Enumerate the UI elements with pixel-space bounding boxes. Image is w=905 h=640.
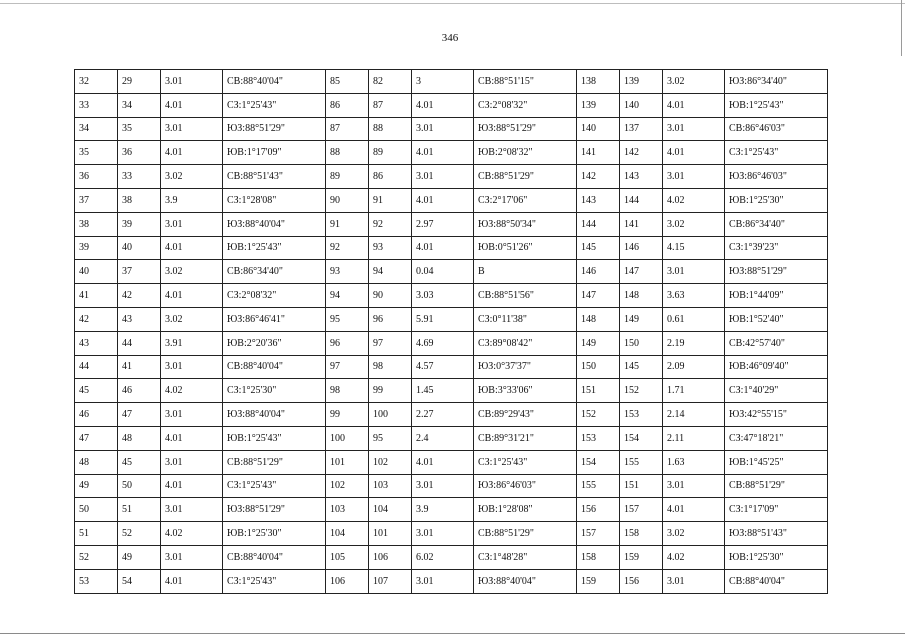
to-point-cell: 35 xyxy=(118,117,161,141)
from-point-cell: 90 xyxy=(326,188,369,212)
direction-cell: ЮВ:1°25'30" xyxy=(223,522,326,546)
table-row xyxy=(75,379,828,403)
length-cell: 2.27 xyxy=(412,403,474,427)
direction-cell: СЗ:1°48'28" xyxy=(474,545,577,569)
table-row xyxy=(75,188,828,212)
to-point-cell: 46 xyxy=(118,379,161,403)
from-point-cell: 149 xyxy=(577,331,620,355)
from-point-cell: 104 xyxy=(326,522,369,546)
from-point-cell: 34 xyxy=(75,117,118,141)
direction-cell: ЮВ:1°25'43" xyxy=(725,93,828,117)
length-cell: 3.01 xyxy=(412,474,474,498)
to-point-cell: 101 xyxy=(369,522,412,546)
direction-cell: СВ:88°51'29" xyxy=(725,474,828,498)
to-point-cell: 154 xyxy=(620,426,663,450)
direction-cell: СЗ:2°08'32" xyxy=(223,284,326,308)
length-cell: 2.4 xyxy=(412,426,474,450)
direction-cell: СВ:86°34'40" xyxy=(725,212,828,236)
from-point-cell: 92 xyxy=(326,236,369,260)
from-point-cell: 94 xyxy=(326,284,369,308)
length-cell: 2.14 xyxy=(663,403,725,427)
to-point-cell: 95 xyxy=(369,426,412,450)
length-cell: 4.01 xyxy=(663,498,725,522)
to-point-cell: 87 xyxy=(369,93,412,117)
to-point-cell: 153 xyxy=(620,403,663,427)
length-cell: 3.01 xyxy=(161,70,223,94)
direction-cell: СВ:88°51'29" xyxy=(474,165,577,189)
to-point-cell: 36 xyxy=(118,141,161,165)
direction-cell: ЮЗ:42°55'15" xyxy=(725,403,828,427)
direction-cell: ЮЗ:88°40'04" xyxy=(223,212,326,236)
from-point-cell: 103 xyxy=(326,498,369,522)
table-row xyxy=(75,212,828,236)
length-cell: 4.01 xyxy=(161,569,223,593)
length-cell: 3.01 xyxy=(412,165,474,189)
length-cell: 1.45 xyxy=(412,379,474,403)
direction-cell: ЮВ:2°08'32" xyxy=(474,141,577,165)
to-point-cell: 97 xyxy=(369,331,412,355)
length-cell: 3.02 xyxy=(161,307,223,331)
direction-cell: СЗ:1°25'43" xyxy=(223,569,326,593)
to-point-cell: 104 xyxy=(369,498,412,522)
from-point-cell: 85 xyxy=(326,70,369,94)
to-point-cell: 96 xyxy=(369,307,412,331)
direction-cell: СЗ:1°25'43" xyxy=(474,450,577,474)
from-point-cell: 39 xyxy=(75,236,118,260)
direction-cell: СВ:86°46'03" xyxy=(725,117,828,141)
to-point-cell: 40 xyxy=(118,236,161,260)
length-cell: 1.71 xyxy=(663,379,725,403)
direction-cell: ЮЗ:88°50'34" xyxy=(474,212,577,236)
direction-cell: СВ:42°57'40" xyxy=(725,331,828,355)
length-cell: 0.04 xyxy=(412,260,474,284)
length-cell: 4.02 xyxy=(663,545,725,569)
direction-cell: СВ:88°51'15" xyxy=(474,70,577,94)
to-point-cell: 33 xyxy=(118,165,161,189)
direction-cell: СВ:89°31'21" xyxy=(474,426,577,450)
length-cell: 3.91 xyxy=(161,331,223,355)
direction-cell: СЗ:89°08'42" xyxy=(474,331,577,355)
to-point-cell: 34 xyxy=(118,93,161,117)
length-cell: 6.02 xyxy=(412,545,474,569)
length-cell: 2.09 xyxy=(663,355,725,379)
direction-cell: СЗ:1°25'43" xyxy=(725,141,828,165)
to-point-cell: 91 xyxy=(369,188,412,212)
direction-cell: ЮВ:1°45'25" xyxy=(725,450,828,474)
direction-cell: СЗ:2°17'06" xyxy=(474,188,577,212)
direction-cell: СЗ:47°18'21" xyxy=(725,426,828,450)
table-row xyxy=(75,355,828,379)
coordinates-table-body xyxy=(75,70,828,594)
table-row xyxy=(75,403,828,427)
table-row xyxy=(75,284,828,308)
to-point-cell: 102 xyxy=(369,450,412,474)
direction-cell: СВ:88°40'04" xyxy=(725,569,828,593)
to-point-cell: 158 xyxy=(620,522,663,546)
from-point-cell: 32 xyxy=(75,70,118,94)
from-point-cell: 144 xyxy=(577,212,620,236)
length-cell: 3.63 xyxy=(663,284,725,308)
length-cell: 5.91 xyxy=(412,307,474,331)
length-cell: 3.01 xyxy=(663,569,725,593)
length-cell: 2.19 xyxy=(663,331,725,355)
to-point-cell: 82 xyxy=(369,70,412,94)
to-point-cell: 90 xyxy=(369,284,412,308)
to-point-cell: 148 xyxy=(620,284,663,308)
length-cell: 3.01 xyxy=(412,117,474,141)
length-cell: 4.69 xyxy=(412,331,474,355)
direction-cell: ЮЗ:88°51'29" xyxy=(223,498,326,522)
length-cell: 4.57 xyxy=(412,355,474,379)
direction-cell: ЮВ:1°28'08" xyxy=(474,498,577,522)
length-cell: 3.01 xyxy=(161,498,223,522)
length-cell: 3.01 xyxy=(161,355,223,379)
to-point-cell: 157 xyxy=(620,498,663,522)
length-cell: 3.01 xyxy=(663,474,725,498)
from-point-cell: 143 xyxy=(577,188,620,212)
from-point-cell: 87 xyxy=(326,117,369,141)
from-point-cell: 154 xyxy=(577,450,620,474)
to-point-cell: 45 xyxy=(118,450,161,474)
table-row xyxy=(75,569,828,593)
to-point-cell: 51 xyxy=(118,498,161,522)
to-point-cell: 99 xyxy=(369,379,412,403)
direction-cell: СЗ:2°08'32" xyxy=(474,93,577,117)
length-cell: 3.01 xyxy=(663,117,725,141)
from-point-cell: 105 xyxy=(326,545,369,569)
direction-cell: ЮВ:3°33'06" xyxy=(474,379,577,403)
direction-cell: СВ:86°34'40" xyxy=(223,260,326,284)
from-point-cell: 53 xyxy=(75,569,118,593)
to-point-cell: 48 xyxy=(118,426,161,450)
length-cell: 3.01 xyxy=(412,522,474,546)
table-row xyxy=(75,474,828,498)
direction-cell: ЮВ:1°17'09" xyxy=(223,141,326,165)
length-cell: 3.02 xyxy=(663,522,725,546)
direction-cell: СВ:88°51'29" xyxy=(223,450,326,474)
length-cell: 2.11 xyxy=(663,426,725,450)
from-point-cell: 138 xyxy=(577,70,620,94)
to-point-cell: 139 xyxy=(620,70,663,94)
length-cell: 4.01 xyxy=(412,236,474,260)
from-point-cell: 106 xyxy=(326,569,369,593)
direction-cell: СВ:88°51'43" xyxy=(223,165,326,189)
to-point-cell: 47 xyxy=(118,403,161,427)
direction-cell: ЮЗ:88°51'29" xyxy=(223,117,326,141)
to-point-cell: 142 xyxy=(620,141,663,165)
from-point-cell: 91 xyxy=(326,212,369,236)
direction-cell: СЗ:1°39'23" xyxy=(725,236,828,260)
direction-cell: ЮВ:46°09'40" xyxy=(725,355,828,379)
to-point-cell: 149 xyxy=(620,307,663,331)
direction-cell: ЮВ:1°44'09" xyxy=(725,284,828,308)
length-cell: 4.01 xyxy=(412,450,474,474)
to-point-cell: 140 xyxy=(620,93,663,117)
from-point-cell: 52 xyxy=(75,545,118,569)
direction-cell: ЮВ:1°25'30" xyxy=(725,188,828,212)
direction-cell: СВ:88°40'04" xyxy=(223,545,326,569)
from-point-cell: 49 xyxy=(75,474,118,498)
length-cell: 3.9 xyxy=(161,188,223,212)
to-point-cell: 98 xyxy=(369,355,412,379)
direction-cell: СЗ:1°25'43" xyxy=(223,474,326,498)
from-point-cell: 153 xyxy=(577,426,620,450)
from-point-cell: 140 xyxy=(577,117,620,141)
direction-cell: СВ:88°51'29" xyxy=(474,522,577,546)
to-point-cell: 103 xyxy=(369,474,412,498)
table-row xyxy=(75,70,828,94)
from-point-cell: 152 xyxy=(577,403,620,427)
to-point-cell: 143 xyxy=(620,165,663,189)
table-row xyxy=(75,545,828,569)
from-point-cell: 157 xyxy=(577,522,620,546)
to-point-cell: 37 xyxy=(118,260,161,284)
from-point-cell: 48 xyxy=(75,450,118,474)
to-point-cell: 152 xyxy=(620,379,663,403)
direction-cell: СЗ:1°40'29" xyxy=(725,379,828,403)
to-point-cell: 89 xyxy=(369,141,412,165)
direction-cell: СВ:89°29'43" xyxy=(474,403,577,427)
to-point-cell: 147 xyxy=(620,260,663,284)
from-point-cell: 155 xyxy=(577,474,620,498)
to-point-cell: 41 xyxy=(118,355,161,379)
coordinates-table xyxy=(74,69,828,594)
direction-cell: ЮЗ:86°46'03" xyxy=(725,165,828,189)
to-point-cell: 156 xyxy=(620,569,663,593)
from-point-cell: 139 xyxy=(577,93,620,117)
to-point-cell: 137 xyxy=(620,117,663,141)
from-point-cell: 93 xyxy=(326,260,369,284)
to-point-cell: 106 xyxy=(369,545,412,569)
to-point-cell: 93 xyxy=(369,236,412,260)
table-row xyxy=(75,236,828,260)
from-point-cell: 36 xyxy=(75,165,118,189)
to-point-cell: 54 xyxy=(118,569,161,593)
length-cell: 3.02 xyxy=(663,70,725,94)
from-point-cell: 148 xyxy=(577,307,620,331)
from-point-cell: 45 xyxy=(75,379,118,403)
table-row xyxy=(75,165,828,189)
to-point-cell: 150 xyxy=(620,331,663,355)
length-cell: 3.03 xyxy=(412,284,474,308)
to-point-cell: 44 xyxy=(118,331,161,355)
to-point-cell: 49 xyxy=(118,545,161,569)
from-point-cell: 141 xyxy=(577,141,620,165)
length-cell: 4.01 xyxy=(161,141,223,165)
length-cell: 4.01 xyxy=(412,93,474,117)
length-cell: 3.02 xyxy=(161,260,223,284)
from-point-cell: 98 xyxy=(326,379,369,403)
length-cell: 3.01 xyxy=(412,569,474,593)
length-cell: 3.02 xyxy=(663,212,725,236)
from-point-cell: 100 xyxy=(326,426,369,450)
scan-edge-bottom xyxy=(0,633,905,634)
length-cell: 4.01 xyxy=(412,188,474,212)
from-point-cell: 47 xyxy=(75,426,118,450)
direction-cell: ЮЗ:86°34'40" xyxy=(725,70,828,94)
from-point-cell: 33 xyxy=(75,93,118,117)
length-cell: 4.01 xyxy=(412,141,474,165)
to-point-cell: 107 xyxy=(369,569,412,593)
length-cell: 3.01 xyxy=(161,403,223,427)
length-cell: 4.02 xyxy=(161,522,223,546)
to-point-cell: 42 xyxy=(118,284,161,308)
table-row xyxy=(75,498,828,522)
to-point-cell: 145 xyxy=(620,355,663,379)
length-cell: 4.15 xyxy=(663,236,725,260)
to-point-cell: 159 xyxy=(620,545,663,569)
direction-cell: СЗ:1°17'09" xyxy=(725,498,828,522)
length-cell: 2.97 xyxy=(412,212,474,236)
scan-edge-top xyxy=(0,3,905,4)
length-cell: 4.01 xyxy=(663,141,725,165)
from-point-cell: 86 xyxy=(326,93,369,117)
length-cell: 1.63 xyxy=(663,450,725,474)
to-point-cell: 144 xyxy=(620,188,663,212)
direction-cell: ЮЗ:86°46'03" xyxy=(474,474,577,498)
from-point-cell: 43 xyxy=(75,331,118,355)
to-point-cell: 155 xyxy=(620,450,663,474)
from-point-cell: 89 xyxy=(326,165,369,189)
direction-cell: СВ:88°40'04" xyxy=(223,70,326,94)
to-point-cell: 29 xyxy=(118,70,161,94)
to-point-cell: 86 xyxy=(369,165,412,189)
to-point-cell: 151 xyxy=(620,474,663,498)
length-cell: 3.01 xyxy=(161,117,223,141)
to-point-cell: 92 xyxy=(369,212,412,236)
table-row xyxy=(75,522,828,546)
from-point-cell: 151 xyxy=(577,379,620,403)
table-row xyxy=(75,141,828,165)
from-point-cell: 37 xyxy=(75,188,118,212)
length-cell: 4.01 xyxy=(663,93,725,117)
direction-cell: ЮЗ:88°40'04" xyxy=(474,569,577,593)
direction-cell: СВ:88°51'56" xyxy=(474,284,577,308)
length-cell: 3.01 xyxy=(663,260,725,284)
from-point-cell: 159 xyxy=(577,569,620,593)
from-point-cell: 102 xyxy=(326,474,369,498)
direction-cell: ЮЗ:0°37'37" xyxy=(474,355,577,379)
table-row xyxy=(75,93,828,117)
direction-cell: ЮВ:1°25'43" xyxy=(223,426,326,450)
direction-cell: ЮЗ:88°51'43" xyxy=(725,522,828,546)
from-point-cell: 42 xyxy=(75,307,118,331)
direction-cell: ЮВ:0°51'26" xyxy=(474,236,577,260)
length-cell: 3.9 xyxy=(412,498,474,522)
from-point-cell: 51 xyxy=(75,522,118,546)
to-point-cell: 88 xyxy=(369,117,412,141)
direction-cell: ЮВ:1°25'30" xyxy=(725,545,828,569)
from-point-cell: 142 xyxy=(577,165,620,189)
from-point-cell: 95 xyxy=(326,307,369,331)
direction-cell: ЮЗ:88°51'29" xyxy=(725,260,828,284)
to-point-cell: 39 xyxy=(118,212,161,236)
from-point-cell: 46 xyxy=(75,403,118,427)
from-point-cell: 40 xyxy=(75,260,118,284)
from-point-cell: 101 xyxy=(326,450,369,474)
to-point-cell: 52 xyxy=(118,522,161,546)
table-row xyxy=(75,450,828,474)
to-point-cell: 141 xyxy=(620,212,663,236)
from-point-cell: 156 xyxy=(577,498,620,522)
to-point-cell: 38 xyxy=(118,188,161,212)
from-point-cell: 147 xyxy=(577,284,620,308)
length-cell: 4.01 xyxy=(161,474,223,498)
length-cell: 3.01 xyxy=(663,165,725,189)
to-point-cell: 50 xyxy=(118,474,161,498)
length-cell: 4.01 xyxy=(161,284,223,308)
from-point-cell: 35 xyxy=(75,141,118,165)
from-point-cell: 38 xyxy=(75,212,118,236)
length-cell: 4.02 xyxy=(161,379,223,403)
direction-cell: СВ:88°40'04" xyxy=(223,355,326,379)
direction-cell: ЮЗ:88°40'04" xyxy=(223,403,326,427)
to-point-cell: 94 xyxy=(369,260,412,284)
direction-cell: ЮВ:2°20'36" xyxy=(223,331,326,355)
length-cell: 3 xyxy=(412,70,474,94)
table-row xyxy=(75,260,828,284)
page-number: 346 xyxy=(441,32,459,44)
from-point-cell: 158 xyxy=(577,545,620,569)
direction-cell: В xyxy=(474,260,577,284)
length-cell: 3.01 xyxy=(161,212,223,236)
table-row xyxy=(75,307,828,331)
length-cell: 3.01 xyxy=(161,545,223,569)
from-point-cell: 146 xyxy=(577,260,620,284)
from-point-cell: 50 xyxy=(75,498,118,522)
length-cell: 3.02 xyxy=(161,165,223,189)
table-row xyxy=(75,117,828,141)
from-point-cell: 41 xyxy=(75,284,118,308)
from-point-cell: 97 xyxy=(326,355,369,379)
to-point-cell: 43 xyxy=(118,307,161,331)
length-cell: 4.01 xyxy=(161,93,223,117)
direction-cell: СЗ:1°28'08" xyxy=(223,188,326,212)
direction-cell: ЮВ:1°25'43" xyxy=(223,236,326,260)
length-cell: 3.01 xyxy=(161,450,223,474)
table-row xyxy=(75,331,828,355)
to-point-cell: 100 xyxy=(369,403,412,427)
from-point-cell: 145 xyxy=(577,236,620,260)
scan-edge-right xyxy=(901,0,902,56)
length-cell: 4.01 xyxy=(161,236,223,260)
length-cell: 4.02 xyxy=(663,188,725,212)
direction-cell: ЮЗ:88°51'29" xyxy=(474,117,577,141)
from-point-cell: 44 xyxy=(75,355,118,379)
direction-cell: ЮЗ:86°46'41" xyxy=(223,307,326,331)
from-point-cell: 150 xyxy=(577,355,620,379)
length-cell: 4.01 xyxy=(161,426,223,450)
direction-cell: СЗ:1°25'43" xyxy=(223,93,326,117)
from-point-cell: 88 xyxy=(326,141,369,165)
from-point-cell: 96 xyxy=(326,331,369,355)
direction-cell: ЮВ:1°52'40" xyxy=(725,307,828,331)
from-point-cell: 99 xyxy=(326,403,369,427)
direction-cell: СЗ:0°11'38" xyxy=(474,307,577,331)
table-row xyxy=(75,426,828,450)
length-cell: 0.61 xyxy=(663,307,725,331)
direction-cell: СЗ:1°25'30" xyxy=(223,379,326,403)
to-point-cell: 146 xyxy=(620,236,663,260)
